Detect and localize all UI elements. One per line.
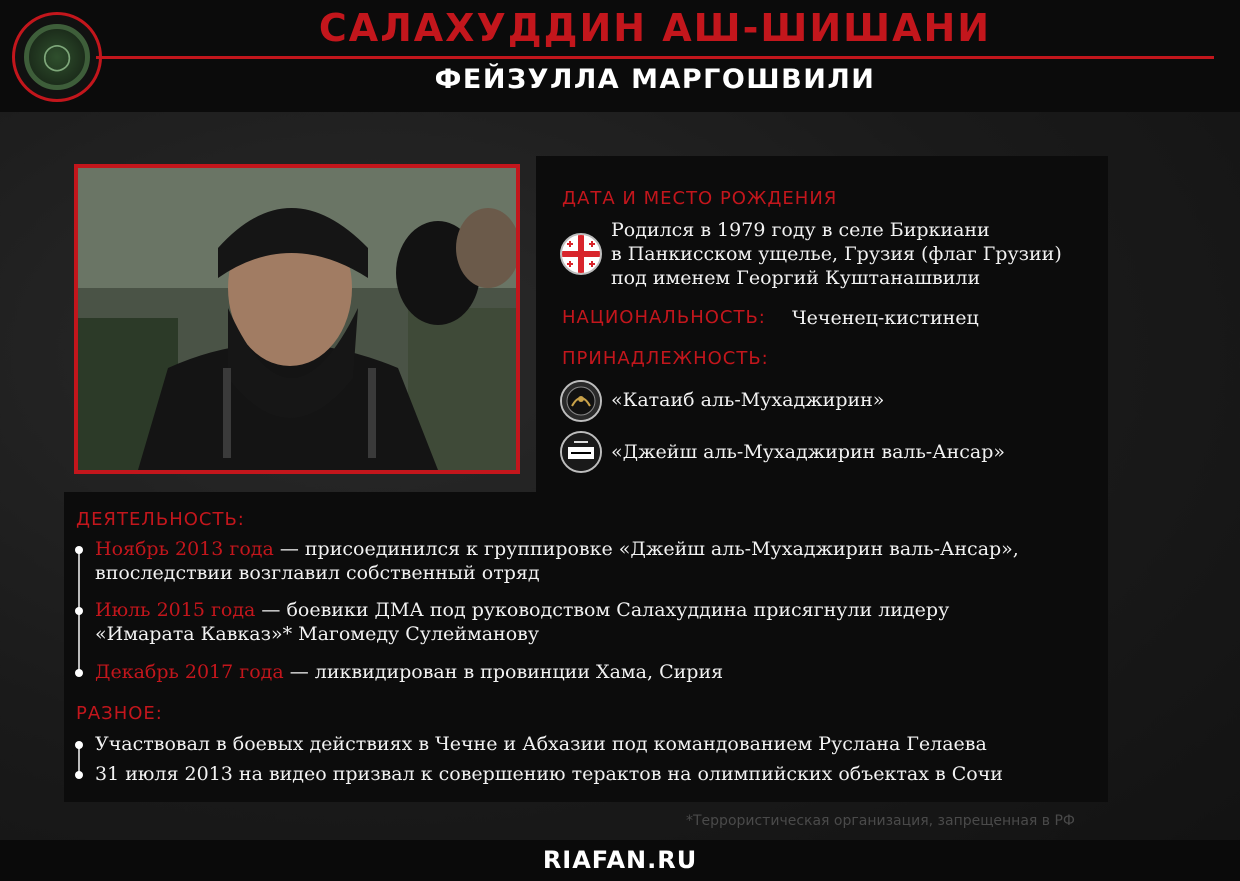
timeline-dot (75, 607, 83, 615)
georgia-flag-icon (560, 233, 602, 275)
activity-text: — боевики ДМА под руководством Салахуддина присягнули лидеру (255, 599, 950, 621)
activity-item-1 (95, 537, 1019, 561)
activity-date: Июль 2015 года (95, 599, 256, 621)
header-divider (96, 56, 1214, 59)
birth-line-2: в Панкисском ущелье, Грузия (флаг Грузии) (611, 243, 1062, 265)
misc-item-1: Участвовал в боевых действиях в Чечне и Абхазии под командованием Руслана Гелаева (95, 733, 987, 755)
birth-label: ДАТА И МЕСТО РОЖДЕНИЯ (562, 188, 838, 209)
nationality-label: НАЦИОНАЛЬНОСТЬ: (562, 307, 766, 328)
activity-text: — ликвидирован в провинции Хама, Сирия (283, 661, 724, 683)
jaish-emblem-icon (560, 431, 602, 473)
misc-dot (75, 771, 83, 779)
footnote: *Террористическая организация, запрещенная в РФ (686, 813, 1075, 829)
birth-line-1: Родился в 1979 году в селе Биркиани (611, 219, 990, 241)
misc-label: РАЗНОЕ: (76, 703, 163, 724)
portrait-photo (74, 164, 520, 474)
site-link[interactable]: RIAFAN.RU (542, 846, 698, 874)
misc-dot (75, 741, 83, 749)
page-subtitle: ФЕЙЗУЛЛА МАРГОШВИЛИ (434, 64, 876, 95)
nationality-value: Чеченец-кистинец (792, 307, 979, 329)
affiliation-item-2: «Джейш аль-Мухаджирин валь-Ансар» (611, 441, 1006, 463)
activity-item-2 (95, 598, 949, 622)
activity-date: Декабрь 2017 года (95, 661, 284, 683)
activity-label: ДЕЯТЕЛЬНОСТЬ: (76, 509, 245, 530)
timeline-dot (75, 546, 83, 554)
activity-item-1-cont: впоследствии возглавил собственный отряд (95, 562, 540, 584)
affiliation-item-1: «Катаиб аль-Мухаджирин» (611, 389, 885, 411)
birth-line-3: под именем Георгий Куштанашвили (611, 267, 981, 289)
activity-item-3 (95, 660, 723, 684)
affiliation-label: ПРИНАДЛЕЖНОСТЬ: (562, 348, 769, 369)
activity-date: Ноябрь 2013 года (95, 538, 274, 560)
katiba-emblem-icon (560, 380, 602, 422)
page-title: САЛАХУДДИН АШ-ШИШАНИ (318, 6, 992, 50)
misc-item-2: 31 июля 2013 на видео призвал к совершению терактов на олимпийских объектах в Сочи (95, 763, 1003, 785)
globe-icon: ◯ (24, 24, 90, 90)
timeline-dot (75, 669, 83, 677)
activity-text: — присоединился к группировке «Джейш аль-Мухаджирин валь-Ансар», (273, 538, 1019, 560)
activity-item-2-cont: «Имарата Кавказ»* Магомеду Сулейманову (95, 623, 540, 645)
